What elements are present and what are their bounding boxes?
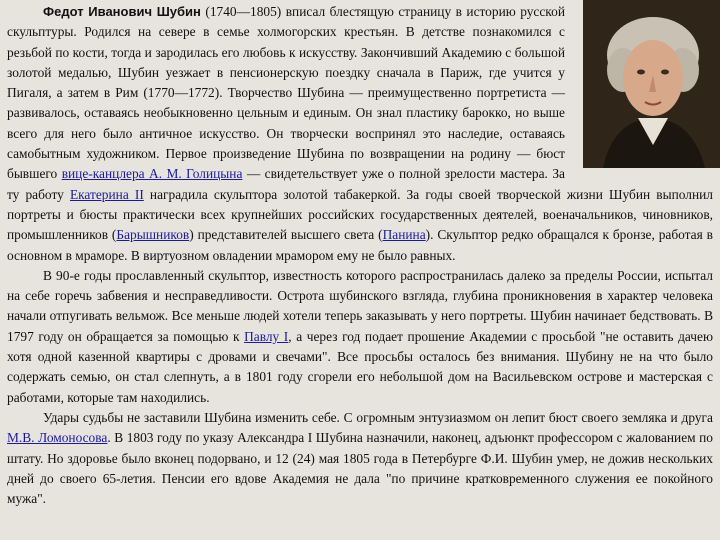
link-baryshnikov[interactable]: Барышников	[116, 227, 190, 243]
text-run: (1740—1805) вписал блестящую страницу в историю русской скульптуры. Родился на севере в семье холмогорских крестьян. В детстве познакомился с резьбой по кости, тогда и зародилась его любовь к искусству. Закончивший Академию с большой золотой медалью, Шубин уезжает в пенсионерскую поездку сначала в Париж, где учится у Пигаля, а затем в Рим (1770—1772). Творчество Шубина — преимущественно портретиста — развивалось, оставаясь необыкновенно цельным и единым. Он знал пластику барокко, но выше всего для него было античное искусство. Он творчески воспринял это наследие, оставаясь самобытным художником. Первое произведение Шубина по возвращении на родину — бюст бывшего	[7, 4, 565, 182]
link-panin[interactable]: Панина	[382, 227, 426, 243]
text-run: — свидетельствует уже о полной зрелости мастера. За ту работу	[7, 166, 565, 202]
text-run: В 90-е годы прославленный скульптор, известность которого распространилась далеко за пределы России, испытал на себе горечь забвения и несправедливости. Острота шубинского взгляда, глубина проникновения в характер человека начали отпугивать вельмож. Все меньше людей хотели теперь заказывать у него портреты. Шубин начинает бедствовать. В 1797 году он обращается за помощью к	[7, 267, 713, 344]
paragraph-2	[7, 266, 713, 408]
text-run: Удары судьбы не заставили Шубина изменить себе. С огромным энтузиазмом он лепит бюст своего земляка и друга	[43, 409, 713, 425]
text-run: ) представителей высшего света (	[189, 227, 383, 243]
link-ekaterina[interactable]: Екатерина II	[69, 186, 144, 202]
link-pavel[interactable]: Павлу I	[244, 328, 289, 344]
paragraph-3	[7, 408, 713, 509]
text-run: наградила скульптора золотой табакеркой. За годы своей творческой жизни Шубин выполнил портреты и бюсты практически всех крупнейших российских государственных деятелей, военачальников, чиновников, промышленников (	[7, 186, 713, 243]
link-lomonosov[interactable]: М.В. Ломоносова	[7, 430, 108, 446]
article-text	[7, 2, 713, 509]
text-run: , а через год подает прошение Академии с просьбой "не оставить дачею хотя одной казенной квартиры с дровами и свечами". Все просьбы осталось без внимания. Шубину не на что было содержать семью, он стал слепнуть, а в 1801 году сгорели его небольшой дом на Васильевском острове и мастерская с работами, которые там находились.	[7, 328, 713, 405]
person-name: Федот Иванович Шубин	[43, 4, 201, 19]
link-golitsyn[interactable]: вице-канцлера А. М. Голицына	[61, 166, 243, 182]
text-run: ). Скульптор редко обращался к бронзе, работая в основном в мраморе. В виртуозном овладении мрамором ему не было равных.	[7, 227, 713, 263]
text-run: . В 1803 году по указу Александра I Шубина назначили, наконец, адъюнкт профессором с жалованием по штату. Но здоровье было вконец подорвано, и 12 (24) мая 1805 года в Петербурге Ф.И. Шубин умер, не дожив нескольких дней до своего 65-летия. Пенсии его вдове Академия не дала "по причине кратковременного служения ее покойного мужа".	[7, 430, 713, 507]
